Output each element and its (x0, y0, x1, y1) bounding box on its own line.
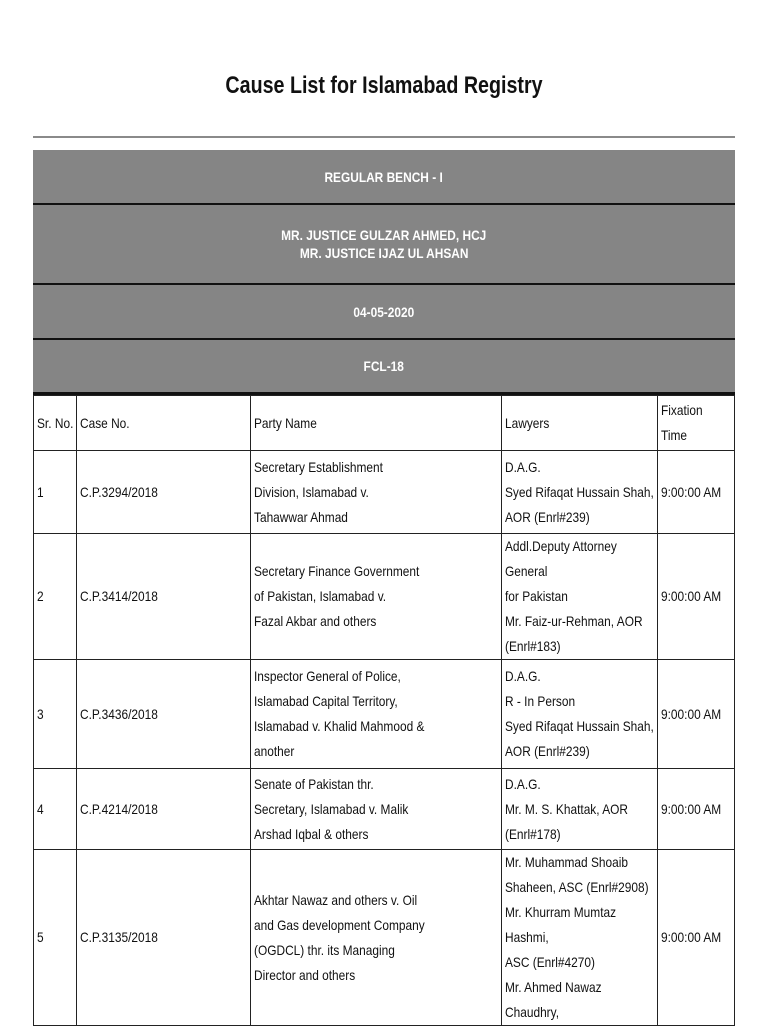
judges-band (33, 205, 735, 285)
cell-party: Inspector General of Police, Islamabad Capital Territory, Islamabad v. Khalid Mahmood & another (250, 660, 501, 769)
judge-name: MR. JUSTICE IJAZ UL AHSAN (299, 245, 469, 261)
cell-party: Secretary Finance Government of Pakistan, Islamabad v. Fazal Akbar and others (250, 534, 501, 660)
hearing-date: 04-05-2020 (353, 303, 415, 320)
table-row (34, 451, 735, 534)
cell-time: 9:00:00 AM (657, 850, 734, 1026)
cell-lawyers: D.A.G. Mr. M. S. Khattak, AOR (Enrl#178) (501, 769, 657, 850)
cell-lawyers: Mr. Muhammad Shoaib Shaheen, ASC (Enrl#2908) Mr. Khurram Mumtaz Hashmi, ASC (Enrl#4270) Mr. Ahmed Nawaz Chaudhry, (501, 850, 657, 1026)
cell-sr: 4 (34, 769, 77, 850)
court-band (33, 340, 735, 395)
cell-party: Akhtar Nawaz and others v. Oil and Gas development Company (OGDCL) thr. its Managing Director and others (250, 850, 501, 1026)
title-divider (33, 136, 735, 138)
bench-name-band (33, 150, 735, 205)
bench-name: REGULAR BENCH - I (324, 168, 444, 185)
bench-header (33, 150, 735, 395)
cell-sr: 5 (34, 850, 77, 1026)
table-row (34, 850, 735, 1026)
column-header-lawyers: Lawyers (501, 396, 657, 451)
column-header-party: Party Name (250, 396, 501, 451)
table-row (34, 769, 735, 850)
cell-party: Senate of Pakistan thr. Secretary, Islamabad v. Malik Arshad Iqbal & others (250, 769, 501, 850)
cause-list-table (33, 395, 735, 1026)
cell-case: C.P.4214/2018 (77, 769, 250, 850)
column-header-sr: Sr. No. (34, 396, 77, 451)
judge-name: MR. JUSTICE GULZAR AHMED, HCJ (281, 227, 487, 243)
cell-party: Secretary Establishment Division, Islamabad v. Tahawwar Ahmad (250, 451, 501, 534)
cell-lawyers: D.A.G. Syed Rifaqat Hussain Shah, AOR (Enrl#239) (501, 451, 657, 534)
cell-case: C.P.3414/2018 (77, 534, 250, 660)
cell-lawyers: D.A.G. R - In Person Syed Rifaqat Hussain Shah, AOR (Enrl#239) (501, 660, 657, 769)
cell-sr: 2 (34, 534, 77, 660)
column-header-time: Fixation Time (657, 396, 734, 451)
cell-sr: 3 (34, 660, 77, 769)
cell-lawyers: Addl.Deputy Attorney General for Pakistan Mr. Faiz-ur-Rehman, AOR (Enrl#183) (501, 534, 657, 660)
cell-time: 9:00:00 AM (657, 451, 734, 534)
table-header-row (34, 396, 735, 451)
cell-time: 9:00:00 AM (657, 769, 734, 850)
cell-time: 9:00:00 AM (657, 534, 734, 660)
cell-case: C.P.3135/2018 (77, 850, 250, 1026)
cell-case: C.P.3436/2018 (77, 660, 250, 769)
court-room: FCL-18 (363, 358, 405, 374)
cell-case: C.P.3294/2018 (77, 451, 250, 534)
page-title: Cause List for Islamabad Registry (225, 72, 543, 99)
table-row (34, 660, 735, 769)
date-band (33, 285, 735, 340)
table-row (34, 534, 735, 660)
column-header-case: Case No. (77, 396, 250, 451)
cell-sr: 1 (34, 451, 77, 534)
cell-time: 9:00:00 AM (657, 660, 734, 769)
